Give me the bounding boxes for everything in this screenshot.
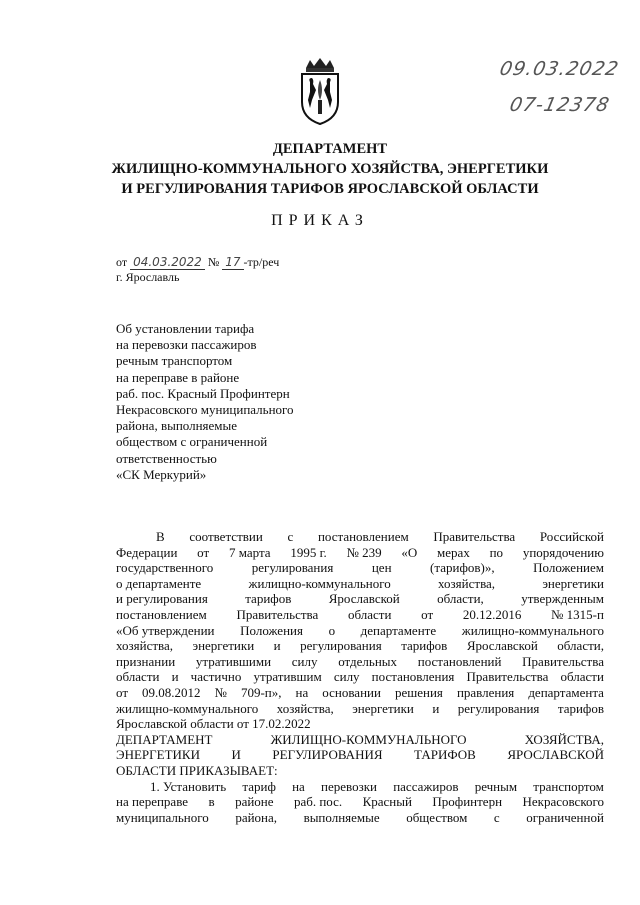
body-word: 1. Установить [150,778,227,794]
body-word: № 239 [346,544,382,560]
body-line [116,669,604,685]
body-word: постановлением [116,606,207,622]
body-word: в [208,794,215,810]
body-word: постановлений [417,653,502,669]
body-word: Положением [533,560,604,576]
body-line [116,607,604,623]
body-word: Профинтерн [432,794,503,810]
body-line [116,794,604,810]
body-word: области [560,669,604,685]
body-word: отдельных [338,653,398,669]
header-line: ЖИЛИЩНО-КОММУНАЛЬНОГО ХОЗЯЙСТВА, ЭНЕРГЕТИКИ [111,161,549,177]
coat-of-arms-emblem [298,56,342,126]
body-line [116,638,604,654]
body-word: речным [474,778,518,794]
order-number: 17 [222,255,243,270]
body-word: ТАРИФОВ [414,747,476,763]
body-word: транспортом [533,778,604,794]
body-word: силу [291,653,318,669]
body-word: тарифов [245,591,292,607]
body-word: постановлением [317,529,409,544]
body-word: Правительства [522,653,604,669]
body-line [116,654,604,670]
body-word: Правительства [433,529,516,544]
body-word: и [273,638,281,654]
body-word: мерах [437,544,470,560]
body-word: Ярославской [466,638,538,654]
order-subject [116,321,356,483]
body-word: цен [371,560,392,576]
body-word: с [287,529,294,544]
body-word: 09.08.2012 [142,684,201,700]
body-word: утвержденным [521,591,604,607]
order-date: 04.03.2022 [130,255,205,270]
body-word: 709-п», [240,684,282,700]
body-word: тарифов [557,700,604,716]
body-word: И [231,747,241,763]
body-line [116,560,604,576]
body-word: жилищно-коммунального [461,622,604,638]
body-word: регулирования [300,638,382,654]
body-word: энергетики [542,575,604,591]
body-word: ХОЗЯЙСТВА, [524,731,604,747]
body-word: упорядочению [522,544,604,560]
body-word: утратившим [253,669,322,685]
body-word: с [493,809,500,825]
body-word: на переправе [116,794,189,810]
body-word: утратившими [195,653,272,669]
body-word: по [489,544,504,560]
body-word: «О [401,544,418,560]
body-line [116,591,604,607]
body-word: области, [557,638,604,654]
body-word: Федерации [116,544,178,560]
body-word: регулирования [251,560,334,576]
header-line: ДЕПАРТАМЕНТ [272,141,388,157]
body-line: ОБЛАСТИ ПРИКАЗЫВАЕТ: [116,762,278,778]
body-word: государственного [116,560,214,576]
subject-line: речным транспортом [116,353,233,369]
body-word: раб. пос. [293,794,343,810]
body-line [116,810,604,826]
body-word: и [432,700,440,716]
body-word: районе [235,794,274,810]
body-word: хозяйства, [438,575,496,591]
body-word: и [171,669,179,685]
body-word: на [292,778,305,794]
body-line: Ярославской области от 17.02.2022 [116,716,311,732]
body-word: основании [322,684,381,700]
body-word: Красный [362,794,412,810]
body-word: РЕГУЛИРОВАНИЯ [272,747,383,763]
body-word: Правительства [466,669,549,685]
body-word: Российской [539,529,604,544]
order-city: г. Ярославль [116,270,180,284]
body-word: департаменте [360,622,437,638]
body-word: области [116,669,160,685]
order-from-label: от [116,255,128,269]
body-word: тариф [242,778,276,794]
subject-line: района, выполняемые [116,418,238,434]
body-word: (тарифов)», [430,560,495,576]
body-word: тарифов [401,638,448,654]
subject-line: «СК Меркурий» [116,466,207,482]
order-suffix: -тр/реч [243,255,280,269]
body-word: жилищно-коммунального [248,575,391,591]
handwritten-registration-number: 07-12378 [507,94,612,116]
body-word: от [116,684,129,700]
body-word: о [328,622,336,638]
order-number-label: № [207,255,220,269]
body-word: муниципального [116,809,209,825]
body-word: жилищно-коммунального [116,700,259,716]
body-word: постановления [371,669,455,685]
subject-line: на переправе в районе [116,369,240,385]
body-word: обществом [406,809,468,825]
subject-line: Некрасовского муниципального [116,402,294,418]
body-line [116,701,604,717]
body-line [116,779,604,795]
order-date-number [116,255,279,270]
body-word: ограниченной [526,809,604,825]
body-word: области [347,606,392,622]
body-line [116,529,604,545]
body-word: от [421,606,434,622]
subject-line: ответственностью [116,450,217,466]
body-word: соответствии [189,529,263,544]
body-line [116,685,604,701]
body-line [116,747,604,763]
body-word: пассажиров [393,778,459,794]
body-word: области, [437,591,484,607]
body-word: энергетики [192,638,255,654]
subject-line: обществом с ограниченной [116,434,268,450]
header-line: И РЕГУЛИРОВАНИЯ ТАРИФОВ ЯРОСЛАВСКОЙ ОБЛАСТИ [121,181,539,197]
body-word: Положения [240,622,303,638]
subject-line: на перевозки пассажиров [116,337,257,353]
body-word: правления [456,684,515,700]
body-word: от [197,544,210,560]
body-word: выполняемые [303,809,380,825]
body-word: и регулирования [116,591,208,607]
body-word: 20.12.2016 [462,606,522,622]
body-word: регулирования [457,700,540,716]
body-word: перевозки [321,778,377,794]
body-word: хозяйства, [276,700,334,716]
order-body [116,529,604,825]
body-word: Правительства [236,606,319,622]
body-word: № 1315-п [551,606,604,622]
body-line [116,576,604,592]
body-word: Некрасовского [522,794,604,810]
body-word: хозяйства, [116,638,174,654]
body-line [116,623,604,639]
body-word: ЖИЛИЩНО-КОММУНАЛЬНОГО [270,731,467,747]
body-word: ЭНЕРГЕТИКИ [116,747,200,763]
body-word: силу [333,669,360,685]
body-word: решения [394,684,443,700]
body-line [116,732,604,748]
body-word: Ярославской [328,591,400,607]
body-word: В [156,529,165,544]
body-word: энергетики [352,700,414,716]
body-word: № [214,684,227,700]
document-type-title: ПРИКАЗ [271,212,369,229]
body-word: 7 марта [228,544,271,560]
department-header [70,139,590,199]
body-word: департамента [528,684,604,700]
body-word: района, [235,809,278,825]
body-word: на [295,684,309,700]
body-word: 1995 г. [290,544,327,560]
body-word: о департаменте [116,575,202,591]
subject-line: Об установлении тарифа [116,321,255,336]
body-word: частично [190,669,242,685]
body-line [116,545,604,561]
body-word: «Об утверждении [116,622,215,638]
body-word: ДЕПАРТАМЕНТ [116,731,213,747]
handwritten-registration-date: 09.03.2022 [497,58,622,80]
body-word: признании [116,653,176,669]
body-word: ЯРОСЛАВСКОЙ [507,747,604,763]
subject-line: раб. пос. Красный Профинтерн [116,385,290,401]
